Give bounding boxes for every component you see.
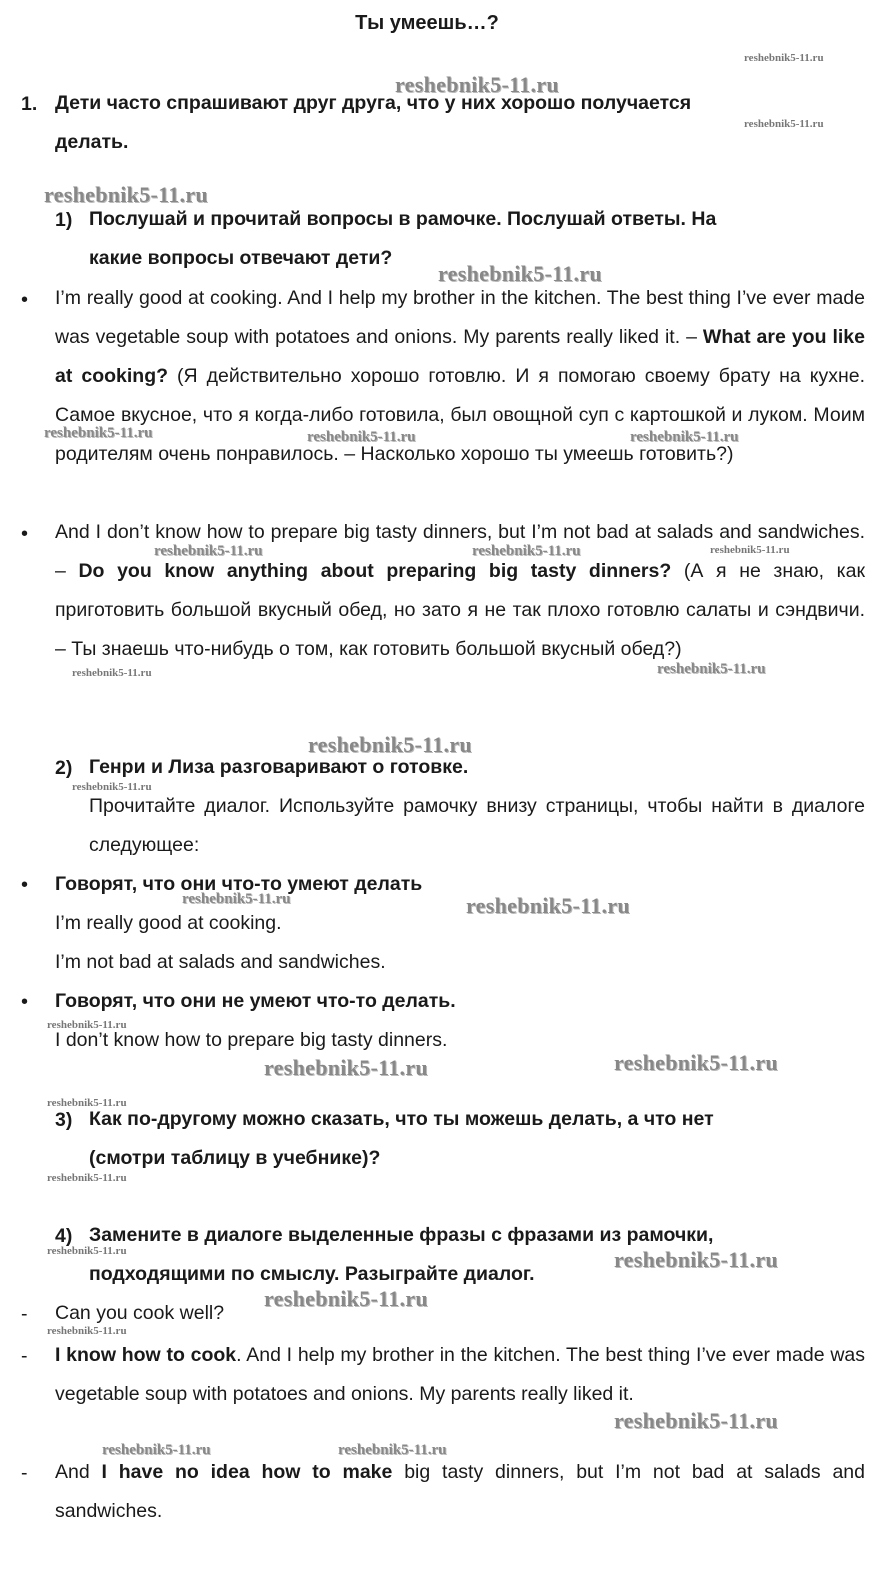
dialogue-line <box>55 1453 865 1531</box>
watermark: reshebnik5-11.ru <box>154 543 263 559</box>
watermark: reshebnik5-11.ru <box>182 891 291 907</box>
page-title: Ты умеешь…? <box>355 12 499 34</box>
bullet-icon: • <box>21 523 29 545</box>
watermark: reshebnik5-11.ru <box>47 1019 127 1031</box>
watermark: reshebnik5-11.ru <box>395 72 559 97</box>
watermark: reshebnik5-11.ru <box>466 893 630 918</box>
task-heading-line: делать. <box>55 131 129 153</box>
answer-paragraph <box>55 279 865 474</box>
watermark: reshebnik5-11.ru <box>102 1442 211 1458</box>
watermark: reshebnik5-11.ru <box>307 429 416 445</box>
example-phrase: I’m not bad at salads and sandwiches. <box>55 951 386 973</box>
dash-marker: - <box>21 1462 28 1484</box>
bullet-icon: • <box>21 874 29 896</box>
subtask-heading-line: Послушай и прочитай вопросы в рамочке. Послушай ответы. На <box>89 208 717 230</box>
can-section <box>55 865 855 982</box>
highlighted-phrase: I know how to cook <box>55 1344 237 1366</box>
cannot-heading: Говорят, что они не умеют что-то делать. <box>55 990 456 1012</box>
task-heading-line: Дети часто спрашивают друг друга, что у них хорошо получается <box>55 92 692 114</box>
answer-text: And I don’t know how to prepare big tasty dinners, but I’m not bad at salads and sandwiches. – <box>55 521 865 582</box>
instruction-text: Прочитайте диалог. Используйте рамочку внизу страницы, чтобы найти в диалоге следующее: <box>89 795 865 856</box>
question-highlight: Do you know anything about preparing big tasty dinners? <box>78 560 672 582</box>
task-number: 1. <box>21 93 38 115</box>
subtask-heading-line: (смотри таблицу в учебнике)? <box>89 1147 381 1169</box>
subtask-heading: Генри и Лиза разговаривают о готовке. <box>89 756 469 778</box>
subtask-heading <box>89 200 869 278</box>
watermark: reshebnik5-11.ru <box>744 52 824 64</box>
cannot-section <box>55 982 855 1060</box>
dialogue-text: And <box>55 1461 102 1483</box>
watermark: reshebnik5-11.ru <box>744 118 824 130</box>
subtask-heading-line: Как по-другому можно сказать, что ты можешь делать, а что нет <box>89 1108 714 1130</box>
watermark: reshebnik5-11.ru <box>338 1442 447 1458</box>
watermark: reshebnik5-11.ru <box>72 667 152 679</box>
translation-text: (Я действительно хорошо готовлю. И я помогаю своему брату на кухне. Самое вкусное, что я когда-либо готовила, был овощной суп с картошкой и луком. Моим родителям очень понравилось. – Насколько хорошо ты умеешь готовить?) <box>55 365 865 465</box>
answer-paragraph <box>55 513 865 669</box>
watermark: reshebnik5-11.ru <box>657 661 766 677</box>
watermark: reshebnik5-11.ru <box>47 1325 127 1337</box>
watermark: reshebnik5-11.ru <box>47 1172 127 1184</box>
watermark: reshebnik5-11.ru <box>614 1247 778 1272</box>
highlighted-phrase: I have no idea how to make <box>101 1461 393 1483</box>
dialogue-text: big tasty dinners, but I’m not bad at salads and sandwiches. <box>55 1461 865 1522</box>
subtask-number: 4) <box>55 1225 73 1247</box>
watermark: reshebnik5-11.ru <box>630 429 739 445</box>
subtask-heading <box>89 1216 869 1294</box>
dash-marker: - <box>21 1345 28 1367</box>
watermark: reshebnik5-11.ru <box>614 1408 778 1433</box>
watermark: reshebnik5-11.ru <box>472 543 581 559</box>
question-highlight: What are you like at cooking? <box>55 326 865 387</box>
watermark: reshebnik5-11.ru <box>44 425 153 441</box>
example-phrase: I’m really good at cooking. <box>55 912 282 934</box>
watermark: reshebnik5-11.ru <box>264 1055 428 1080</box>
translation-text: (А я не знаю, как приготовить большой вкусный обед, но зато я не так плохо готовлю салаты и сэндвичи. – Ты знаешь что-нибудь о том, как готовить большой вкусный обед?) <box>55 560 865 660</box>
bullet-icon: • <box>21 289 29 311</box>
example-phrase: I don’t know how to prepare big tasty dinners. <box>55 1029 448 1051</box>
subtask-heading-line: какие вопросы отвечают дети? <box>89 247 393 269</box>
watermark: reshebnik5-11.ru <box>438 261 602 286</box>
dash-marker: - <box>21 1303 28 1325</box>
watermark: reshebnik5-11.ru <box>47 1097 127 1109</box>
subtask-number: 3) <box>55 1109 73 1131</box>
subtask-heading-line: подходящими по смыслу. Разыграйте диалог. <box>89 1263 535 1285</box>
subtask-number: 2) <box>55 757 73 779</box>
dialogue-line: Can you cook well? <box>55 1302 225 1324</box>
watermark: reshebnik5-11.ru <box>264 1286 428 1311</box>
watermark: reshebnik5-11.ru <box>47 1245 127 1257</box>
dialogue-line <box>55 1336 865 1414</box>
subtask-number: 1) <box>55 209 73 231</box>
dialogue-text: . And I help my brother in the kitchen. The best thing I’ve ever made was vegetable soup with potatoes and onions. My parents really liked it. <box>55 1344 865 1405</box>
can-heading: Говорят, что они что-то умеют делать <box>55 873 423 895</box>
watermark: reshebnik5-11.ru <box>308 732 472 757</box>
subtask-heading <box>89 1100 869 1178</box>
watermark: reshebnik5-11.ru <box>44 182 208 207</box>
watermark: reshebnik5-11.ru <box>710 544 790 556</box>
task-heading <box>55 84 855 162</box>
watermark: reshebnik5-11.ru <box>72 781 152 793</box>
bullet-icon: • <box>21 991 29 1013</box>
subtask-heading-line: Замените в диалоге выделенные фразы с фразами из рамочки, <box>89 1224 714 1246</box>
answer-text: I’m really good at cooking. And I help my brother in the kitchen. The best thing I’ve ever made was vegetable soup with potatoes and onions. My parents really liked it. – <box>55 287 865 348</box>
watermark: reshebnik5-11.ru <box>614 1050 778 1075</box>
